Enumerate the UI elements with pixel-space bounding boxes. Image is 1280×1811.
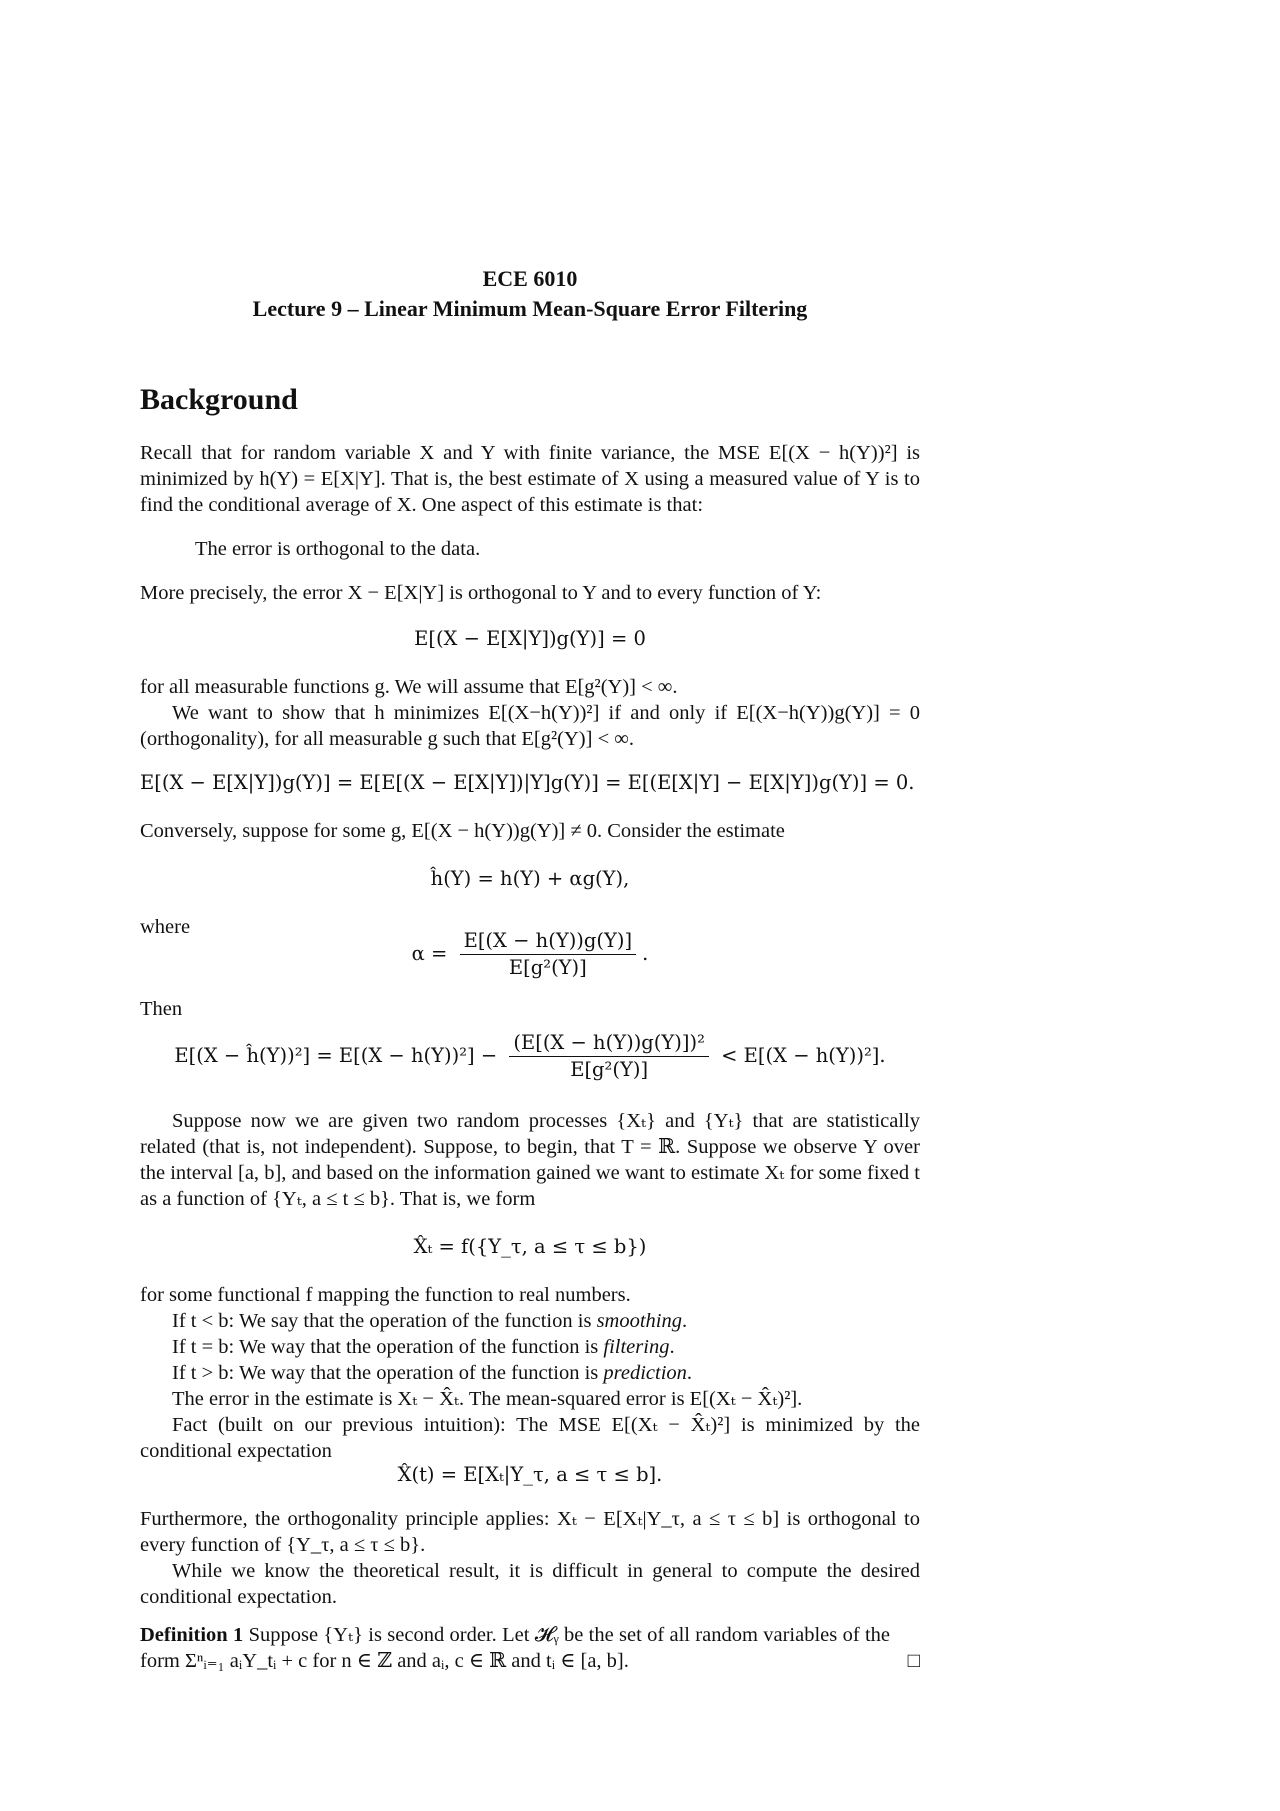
definition-1 (140, 1622, 920, 1674)
paragraph-smoothing (140, 1308, 920, 1334)
alpha-lhs: α = (411, 942, 448, 965)
smoothing-term: smoothing (596, 1310, 682, 1332)
qed-square-icon: □ (907, 1650, 920, 1672)
alpha-period: . (642, 942, 649, 965)
paragraph-conversely: Conversely, suppose for some g, E[(X − h(Y))g(Y)] ≠ 0. Consider the estimate (140, 820, 785, 842)
equation-mse-reduction (140, 1030, 920, 1083)
definition-body (140, 1622, 920, 1674)
smoothing-period: . (682, 1310, 688, 1332)
equation-new-estimate: ĥ(Y) = h(Y) + αg(Y), (430, 867, 630, 890)
mse-denominator: E[g²(Y)] (570, 1058, 649, 1081)
lecture-title: Lecture 9 – Linear Minimum Mean-Square Error Filtering (252, 296, 808, 321)
paragraph-random-processes: Suppose now we are given two random processes {Xₜ} and {Yₜ} that are statistically related (that is, not independent). Suppose, to begin, that T = ℝ. Suppose we observe Y over the interval [a, b], and based on the information gained we want to estimate Xₜ for some fixed t as a function of {Yₜ, a ≤ t ≤ b}. That is, we form (140, 1110, 920, 1210)
mse-lhs: E[(X − ĥ(Y))²] = E[(X − h(Y))²] − (174, 1044, 498, 1067)
filtering-period: . (669, 1336, 675, 1358)
paragraph-theoretical: While we know the theoretical result, it is difficult in general to compute the desired conditional expectation. (140, 1560, 920, 1608)
label-where: where (140, 916, 191, 938)
section-heading: Background (140, 383, 298, 416)
paragraph-measurable: for all measurable functions g. We will assume that E[g²(Y)] < ∞. (140, 676, 678, 698)
mse-numerator: (E[(X − h(Y))g(Y)])² (509, 1030, 709, 1057)
filtering-text: If t = b: We way that the operation of the function is (172, 1336, 604, 1358)
prediction-text: If t > b: We way that the operation of the function is (172, 1362, 604, 1384)
alpha-denominator: E[g²(Y)] (508, 956, 587, 979)
course-title: ECE 6010 (482, 266, 578, 291)
equation-conditional-expectation: X̂(t) = E[Xₜ|Y_τ, a ≤ τ ≤ b]. (397, 1463, 663, 1486)
smoothing-text: If t < b: We say that the operation of the function is (172, 1310, 597, 1332)
paragraph-want-to-show: We want to show that h minimizes E[(X−h(Y))²] if and only if E[(X−h(Y))g(Y)] = 0 (orthogonality), for all measurable g such that E[g²(Y)] < ∞. (140, 702, 920, 750)
equation-proof: E[(X − E[X|Y])g(Y)] = E[E[(X − E[X|Y])|Y]g(Y)] = E[(E[X|Y] − E[X|Y])g(Y)] = 0. (140, 771, 915, 794)
paragraph-filtering (140, 1334, 920, 1360)
equation-orthogonality: E[(X − E[X|Y])g(Y)] = 0 (414, 627, 646, 650)
orthogonality-statement: The error is orthogonal to the data. (195, 538, 481, 560)
paragraph-prediction (140, 1360, 920, 1386)
paragraph-error: The error in the estimate is Xₜ − X̂ₜ. The mean-squared error is E[(Xₜ − X̂ₜ)²]. (172, 1388, 803, 1410)
alpha-fraction (460, 928, 637, 981)
mse-fraction (509, 1030, 709, 1083)
prediction-term: prediction (603, 1362, 687, 1384)
equation-estimator: X̂ₜ = f({Y_τ, a ≤ τ ≤ b}) (413, 1235, 647, 1258)
mse-rhs: < E[(X − h(Y))²]. (721, 1044, 886, 1067)
definition-label: Definition 1 (140, 1624, 244, 1646)
filtering-term: filtering (603, 1336, 670, 1358)
prediction-period: . (686, 1362, 693, 1384)
definition-text: Suppose {Yₜ} is second order. Let 𝓗ᵧ be the set of all random variables of the form Σⁿᵢ₌₁ aᵢY_tᵢ + c for n ∈ ℤ and aᵢ, c ∈ ℝ and tᵢ ∈ [a, b]. (140, 1624, 891, 1672)
paragraph-recall: Recall that for random variable X and Y with finite variance, the MSE E[(X − h(Y))²] is minimized by h(Y) = E[X|Y]. That is, the best estimate of X using a measured value of Y is to find the conditional average of X. One aspect of this estimate is that: (140, 442, 920, 516)
title-block (140, 264, 920, 324)
paragraph-orthogonality-principle: Furthermore, the orthogonality principle applies: Xₜ − E[Xₜ|Y_τ, a ≤ τ ≤ b] is orthogonal to every function of {Y_τ, a ≤ τ ≤ b}. (140, 1508, 920, 1556)
equation-alpha (140, 928, 920, 981)
label-then: Then (140, 998, 183, 1020)
paragraph-more-precisely: More precisely, the error X − E[X|Y] is orthogonal to Y and to every function of Y: (140, 582, 822, 604)
alpha-numerator: E[(X − h(Y))g(Y)] (460, 928, 637, 955)
paragraph-fact: Fact (built on our previous intuition): The MSE E[(Xₜ − X̂ₜ)²] is minimized by the conditional expectation (140, 1414, 920, 1462)
paragraph-functional: for some functional f mapping the function to real numbers. (140, 1284, 631, 1306)
